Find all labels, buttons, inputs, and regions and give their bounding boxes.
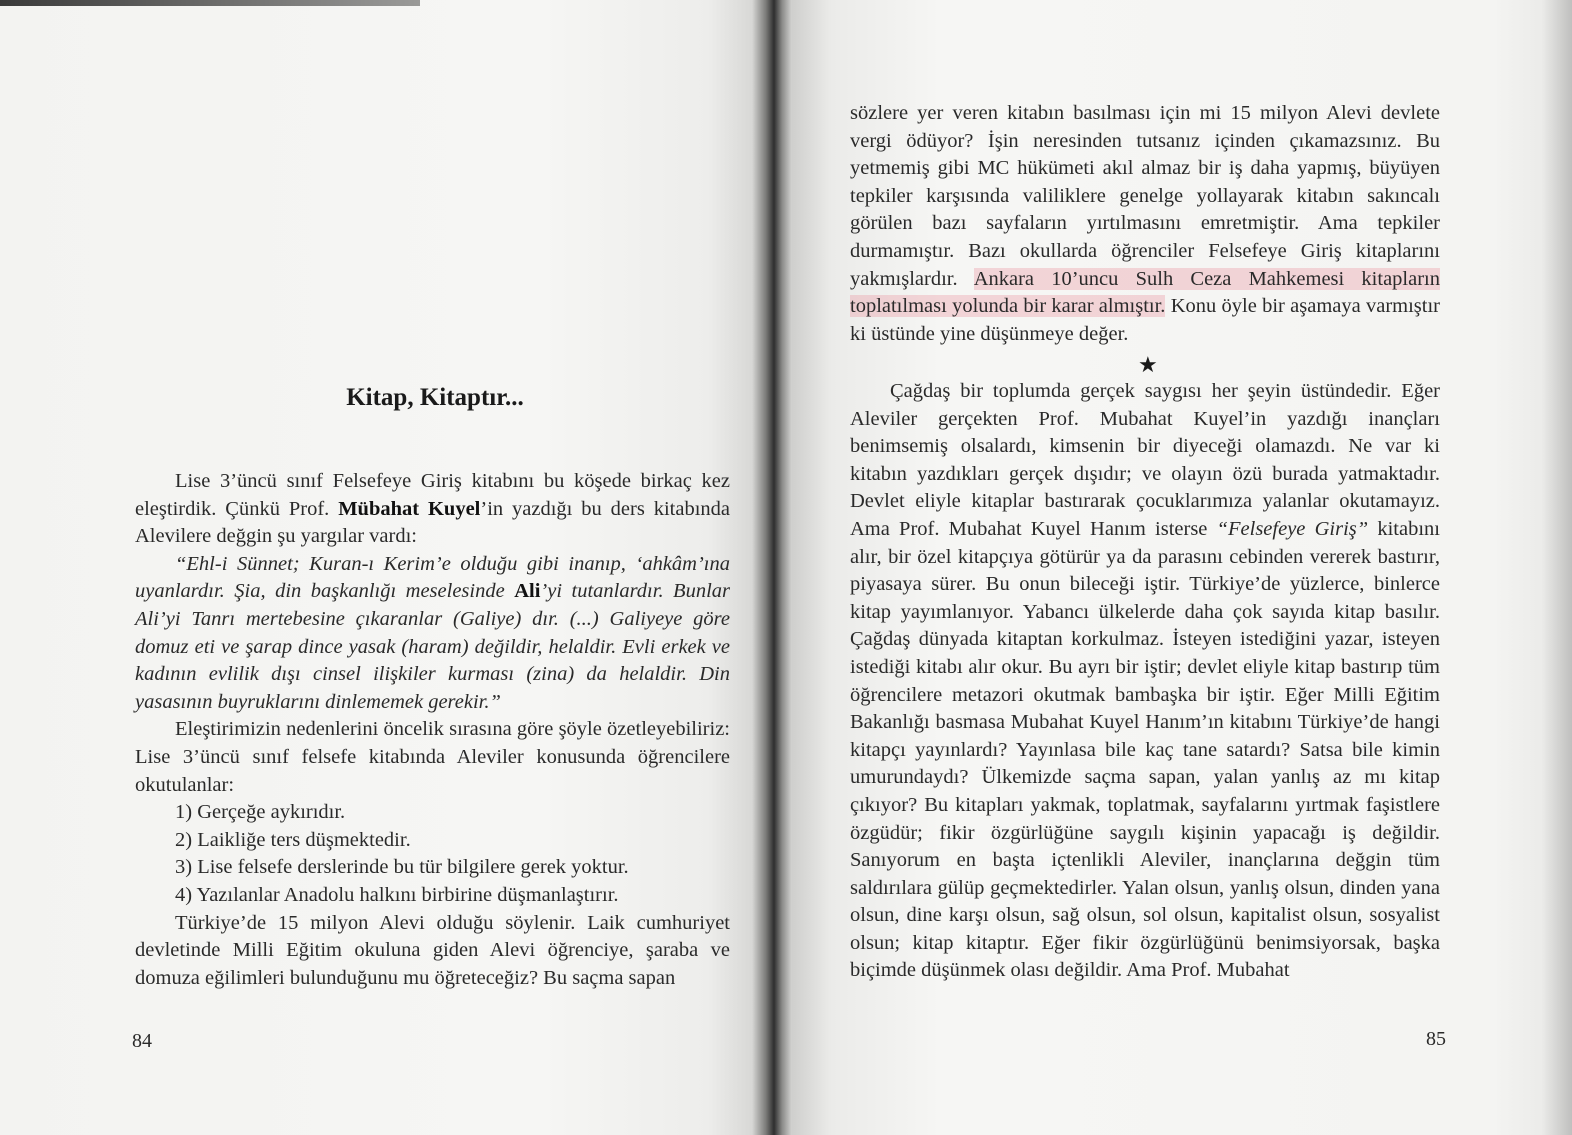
text-run: ’in yazdığı bu ders kitabında Alevilere değgin şu yargılar vardı: bbox=[135, 497, 730, 548]
right-page-continuation bbox=[850, 100, 1440, 348]
quotation bbox=[135, 551, 730, 717]
text-run: Konu öyle bir aşamaya varmıştır ki üstünde yine düşünmeye değer. bbox=[850, 295, 1441, 345]
paragraph bbox=[850, 100, 1440, 348]
highlighted-text: Ankara 10’uncu Sulh Ceza Mahkemesi kitapların toplatılması yolunda bir karar almıştır. bbox=[850, 267, 1440, 318]
section-separator-star: ★ bbox=[1138, 352, 1158, 377]
left-page-body bbox=[135, 468, 730, 992]
list-item: 1) Gerçeğe aykırıdır. bbox=[175, 801, 346, 824]
text-run: sözlere yer veren kitabın basılması için mi 15 milyon Alevi devlete vergi ödüyor? İşin neresinden tutsanız içinden çıkamazsınız. Bu yetmemiş gibi MC hükümeti akıl almaz bir iş daha yapmış, büyüyen tepkiler karşısında valiliklere genelge yollayarak kitabın sakıncalı görülen bazı sayfaların yırtılmasını emretmiştir. Ama tepkiler durmamıştır. Bazı okullarda öğrenciler Felsefeye Giriş kitaplarını yakmışlardır. bbox=[850, 102, 1440, 290]
text-run: Çağdaş bir toplumda gerçek saygısı her şeyin üstündedir. Eğer Aleviler gerçekten Prof. Mubahat Kuyel’in yazdığı inançları benimsemiş olsalardı, kimsenin bir diyeceği olamazdı. Ne var ki kitabın yazdıkları gerçek dışıdır; ve olayın özü burada yatmaktadır. Devlet eliyle kitaplar bastırarak çocuklarımıza yalanlar okutamayız. Ama Prof. Mubahat Kuyel Hanım isterse bbox=[850, 380, 1440, 540]
scan-edge bbox=[0, 0, 420, 6]
page-number-left: 84 bbox=[132, 1030, 152, 1052]
text-run: Lise 3’üncü sınıf Felsefeye Giriş kitabını bu köşede birkaç kez eleştirdik. Çünkü Prof. bbox=[135, 470, 730, 520]
chapter-title: Kitap, Kitaptır... bbox=[346, 384, 524, 411]
book-title-italic: “Felsefeye Giriş” bbox=[1216, 517, 1369, 540]
page-edge-shadow bbox=[1542, 0, 1572, 1135]
list-item: 2) Laikliğe ters düşmektedir. bbox=[175, 828, 411, 851]
list-item: 4) Yazılanlar Anadolu halkını birbirine düşmanlaştırır. bbox=[175, 883, 619, 906]
text-run: ’yi tutanlardır. Bunlar Ali’yi Tanrı mertebesine çıkaranlar (Galiye) dır. (...) Galiyeye göre domuz eti ve şarap dince yasak (haram) değildir, helaldir. Evli erkek ve kadının evlilik dışı cinsel ilişkiler kurması (zina) da helaldir. Din yasasının buyruklarını dinlememek gerekir.” bbox=[135, 580, 731, 713]
book-gutter bbox=[752, 0, 792, 1135]
paragraph: Türkiye’de 15 milyon Alevi olduğu söylenir. Laik cumhuriyet devletinde Milli Eğitim okuluna giden Alevi öğrenciye, şaraba ve domuza eğilimleri bulunduğunu mu öğreteceğiz? Bu saçma sapan bbox=[135, 911, 730, 989]
text-run: kitabını alır, bir özel kitapçıya götürür ya da parasını cebinden vererek bastırır, piyasaya sürer. Bu onun bileceği iştir. Türkiye’de yüzlerce, binlerce kitap yayımlanıyor. Yabancı ülkelerde daha çok sayıda kitap basılır. Çağdaş dünyada kitaptan korkulmaz. İsteyen istediğini yazar, isteyen istediği kitabı alır okur. Bu ayrı bir iştir; devlet eliyle kitap bastırıp tüm öğrencilere metazori okutmak bambaşka bir iştir. Eğer Milli Eğitim Bakanlığı basmasa Mubahat Kuyel Hanım’ın kitabını Türkiye’de hangi kitapçı yayınlardı? Yayınlasa bile kaç tane satardı? Satsa bile kimin umurundaydı? Ülkemizde saçma sapan, yalan yanlış az mı kitap çıkıyor? Bu kitapları yakmak, toplatmak, sayfalarını yırtmak faşistlere özgüdür; fikir özgürlüğüne saygılı kişinin yapacağı iş değildir. Sanıyorum en başta içtenlikli Aleviler, inançlarına değgin tüm saldırılara gülüp geçmektedirler. Yalan olsun, yanlış olsun, dinden yana olsun, dine karşı olsun, sağ olsun, sol olsun, kapitalist olsun, sosyalist olsun; kitap kitaptır. Eğer fikir özgürlüğünü benimsiyorsak, başka biçimde düşünmek olası değildir. Ama Prof. Mubahat bbox=[850, 517, 1440, 982]
paragraph bbox=[850, 378, 1440, 985]
page-number-right: 85 bbox=[1426, 1028, 1446, 1050]
paragraph: Eleştirimizin nedenlerini öncelik sırasına göre şöyle özetleyebiliriz: Lise 3’üncü sınıf felsefe kitabında Aleviler konusunda öğrencilere okutulanlar: bbox=[135, 718, 730, 796]
list-item: 3) Lise felsefe derslerinde bu tür bilgilere gerek yoktur. bbox=[175, 856, 629, 879]
text-run: “Ehl-i Sünnet; Kuran-ı Kerim’e olduğu gibi inanıp, ‘ahkâm’ına uyanlardır. Şia, din başkanlığı meselesinde bbox=[135, 552, 730, 603]
author-name-bold: Mübahat Kuyel bbox=[338, 497, 481, 520]
right-page-body bbox=[850, 378, 1440, 985]
bold-name: Ali bbox=[514, 580, 541, 603]
paragraph bbox=[135, 468, 730, 551]
